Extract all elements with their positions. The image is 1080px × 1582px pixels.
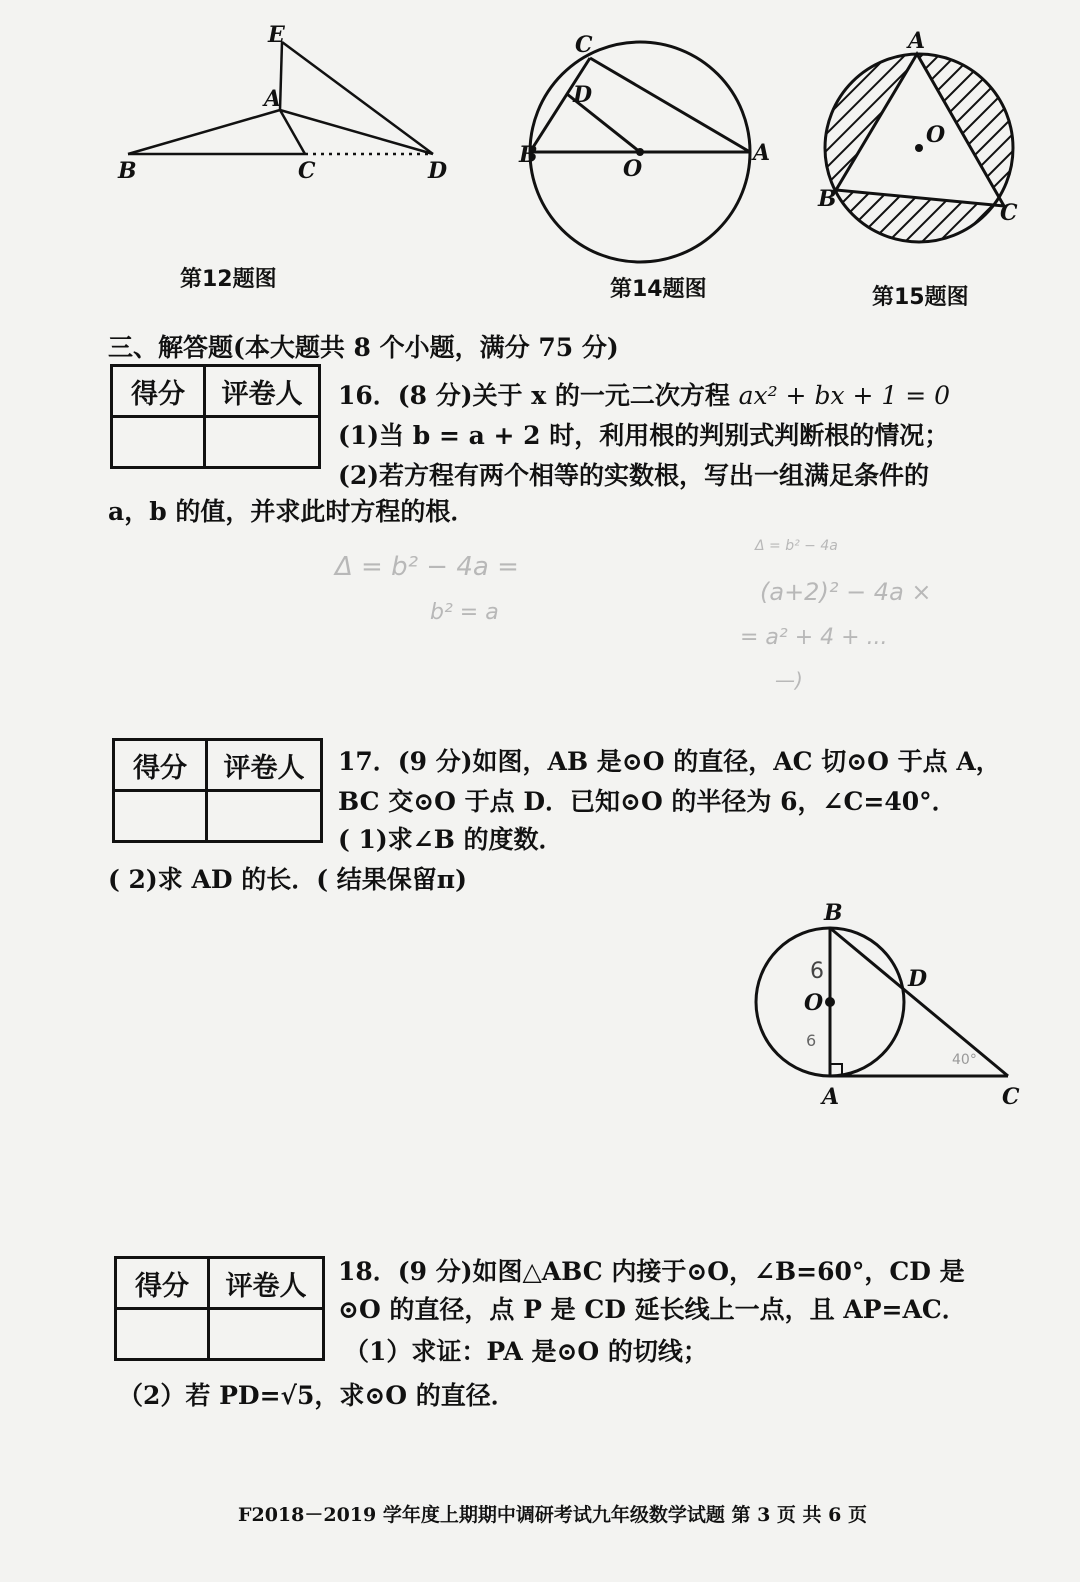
segment-ba: [128, 110, 280, 154]
label-o: O: [926, 122, 946, 148]
grader-cell[interactable]: [205, 417, 320, 468]
center-dot: [636, 148, 644, 156]
label-d: D: [573, 82, 593, 108]
score-table-q17: [112, 738, 323, 843]
q16-head: 16．(8 分)关于 x 的一元二次方程: [338, 381, 730, 410]
figure-17: [740, 898, 1040, 1118]
q17-line4: ( 2)求 AD 的长．( 结果保留π): [108, 865, 467, 894]
caption-figure-12: 第12题图: [180, 267, 277, 292]
page-footer: F2018－2019 学年度上期期中调研考试九年级数学试题 第 3 页 共 6 页: [238, 1504, 867, 1526]
label-o: O: [804, 990, 824, 1016]
grader-header: 评卷人: [205, 366, 320, 417]
label-a: A: [822, 1084, 840, 1110]
figure-15: [812, 28, 1032, 258]
grader-cell[interactable]: [207, 791, 322, 842]
label-c: C: [298, 158, 316, 184]
label-o: O: [623, 156, 643, 182]
q16-part2-cont: a，b 的值，并求此时方程的根．: [108, 497, 476, 526]
grader-header: 评卷人: [207, 740, 322, 791]
label-a: A: [264, 86, 282, 112]
label-a: A: [753, 140, 770, 166]
q16-part1: (1)当 b = a + 2 时，利用根的判别式判断根的情况；: [338, 421, 950, 450]
section-title: [108, 328, 619, 364]
mark-angle-c: 40°: [952, 1052, 977, 1068]
handwriting-5: = a² + 4 + ...: [740, 625, 888, 650]
label-b: B: [818, 186, 837, 212]
label-b: B: [824, 900, 843, 926]
label-c: C: [1000, 200, 1018, 226]
mark-radius-bottom: 6: [806, 1031, 817, 1050]
q17-line1: 17．(9 分)如图，AB 是⊙O 的直径，AC 切⊙O 于点 A，: [338, 747, 1001, 776]
center-dot: [915, 144, 923, 152]
q18-line1: 18．(9 分)如图△ABC 内接于⊙O，∠B=60°，CD 是: [338, 1257, 965, 1286]
score-cell[interactable]: [116, 1309, 209, 1360]
label-e: E: [268, 22, 285, 48]
q18-line4: （2）若 PD=√5，求⊙O 的直径．: [118, 1381, 516, 1410]
mark-radius-top: 6: [810, 959, 824, 984]
handwriting-3: Δ = b² − 4a: [755, 538, 838, 554]
q16-equation: ax² + bx + 1 = 0: [738, 381, 951, 410]
grader-header: 评卷人: [209, 1258, 324, 1309]
segment-ed: [282, 42, 433, 154]
label-a: A: [908, 28, 926, 54]
center-dot: [825, 997, 835, 1007]
label-c: C: [575, 32, 593, 58]
grader-cell[interactable]: [209, 1309, 324, 1360]
score-table-q18: [114, 1256, 325, 1361]
score-header: 得分: [116, 1258, 209, 1309]
score-table-q16: [110, 364, 321, 469]
segment-bc: [830, 928, 1008, 1076]
q17-line2: BC 交⊙O 于点 D．已知⊙O 的半径为 6，∠C=40°．: [338, 787, 957, 816]
chord-ca: [590, 58, 750, 152]
section-title-text: 三、解答题: [108, 333, 234, 362]
score-header: 得分: [114, 740, 207, 791]
caption-figure-15: 第15题图: [872, 285, 969, 310]
section-note: (本大题共 8 个小题，满分 75 分): [233, 333, 619, 362]
score-header: 得分: [112, 366, 205, 417]
handwriting-1: Δ = b² − 4a =: [335, 552, 519, 582]
caption-figure-14: 第14题图: [610, 277, 707, 302]
handwriting-4: (a+2)² − 4a ×: [760, 578, 932, 606]
label-b: B: [519, 142, 538, 168]
label-b: B: [118, 158, 137, 184]
handwriting-2: b² = a: [430, 600, 499, 625]
q18-line3: （1）求证：PA 是⊙O 的切线；: [344, 1337, 708, 1366]
segment-ad: [280, 110, 433, 154]
q16-part2: (2)若方程有两个相等的实数根，写出一组满足条件的: [338, 461, 930, 490]
label-c: C: [1002, 1084, 1020, 1110]
q17-line3: ( 1)求∠B 的度数．: [338, 825, 564, 854]
figure-14: [515, 30, 770, 265]
figure-12: [100, 20, 460, 190]
label-d: D: [908, 966, 928, 992]
label-d: D: [428, 158, 448, 184]
q18-line2: ⊙O 的直径，点 P 是 CD 延长线上一点，且 AP=AC．: [338, 1295, 967, 1324]
score-cell[interactable]: [114, 791, 207, 842]
q16-line1: [338, 378, 950, 414]
score-cell[interactable]: [112, 417, 205, 468]
handwriting-6: —): [775, 668, 803, 692]
